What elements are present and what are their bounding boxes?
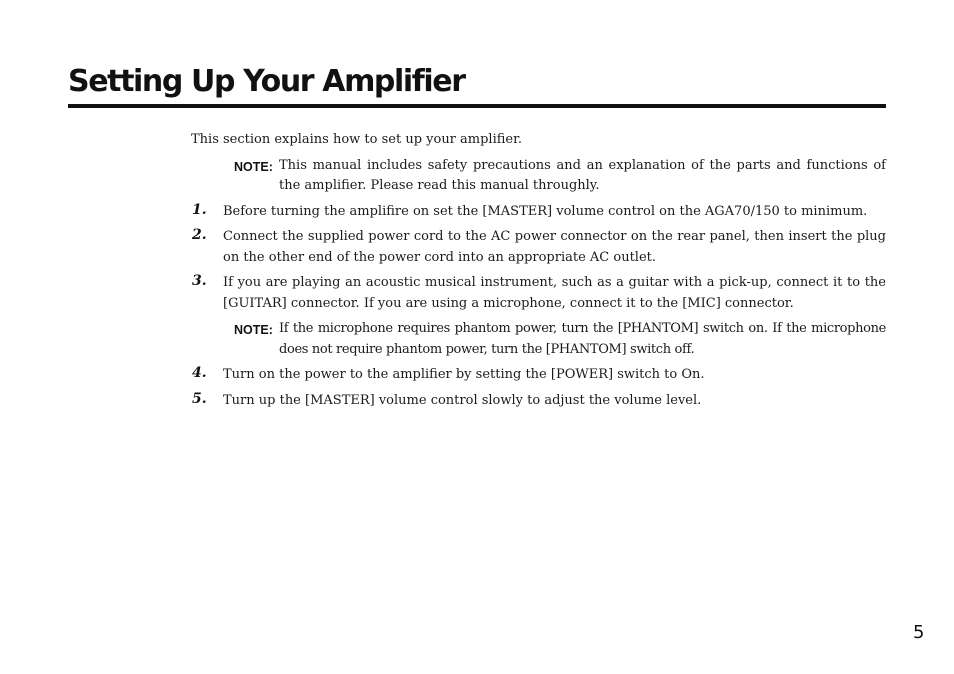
step-number: 5.	[192, 390, 207, 407]
step-2	[191, 227, 886, 268]
step-5	[191, 391, 886, 412]
note-text: If the microphone requires phantom power, turn the [PHANTOM] switch on. If the microphone does not require phantom power, turn the [PHANTOM] switch off.	[279, 321, 886, 357]
content	[191, 130, 886, 416]
note-label: NOTE:	[234, 159, 273, 174]
page-number: 5	[913, 622, 925, 643]
step-number: 3.	[192, 273, 207, 289]
step-number: 1.	[192, 201, 207, 218]
intro-note	[191, 156, 886, 197]
step-text: Connect the supplied power cord to the AC power connector on the rear panel, then insert the plug on the other end of the power cord into an appropriate AC outlet.	[223, 229, 886, 265]
step-number: 2.	[192, 227, 207, 243]
steps-list	[191, 202, 886, 412]
step-1	[191, 202, 886, 223]
step-text: Turn up the [MASTER] volume control slowly to adjust the volume level.	[223, 392, 702, 408]
note-label: NOTE:	[234, 323, 273, 337]
title-rule	[68, 104, 886, 108]
page-title: Setting Up Your Amplifier	[68, 64, 465, 99]
intro-text: This section explains how to set up your amplifier.	[191, 132, 523, 147]
step-number: 4.	[192, 365, 207, 381]
step-4	[191, 365, 886, 386]
step-text: Turn on the power to the amplifier by setting the [POWER] switch to On.	[223, 367, 705, 382]
note-text: This manual includes safety precautions and an explanation of the parts and functions of the amplifier. Please read this manual throughly.	[279, 157, 886, 193]
step-text: Before turning the amplifire on set the [MASTER] volume control on the AGA70/150 to minimum.	[223, 203, 868, 219]
step-3	[191, 273, 886, 360]
step-text: If you are playing an acoustic musical instrument, such as a guitar with a pick-up, connect it to the [GUITAR] connector. If you are using a microphone, connect it to the [MIC] connector.	[223, 275, 886, 311]
step-3-note	[191, 319, 886, 360]
